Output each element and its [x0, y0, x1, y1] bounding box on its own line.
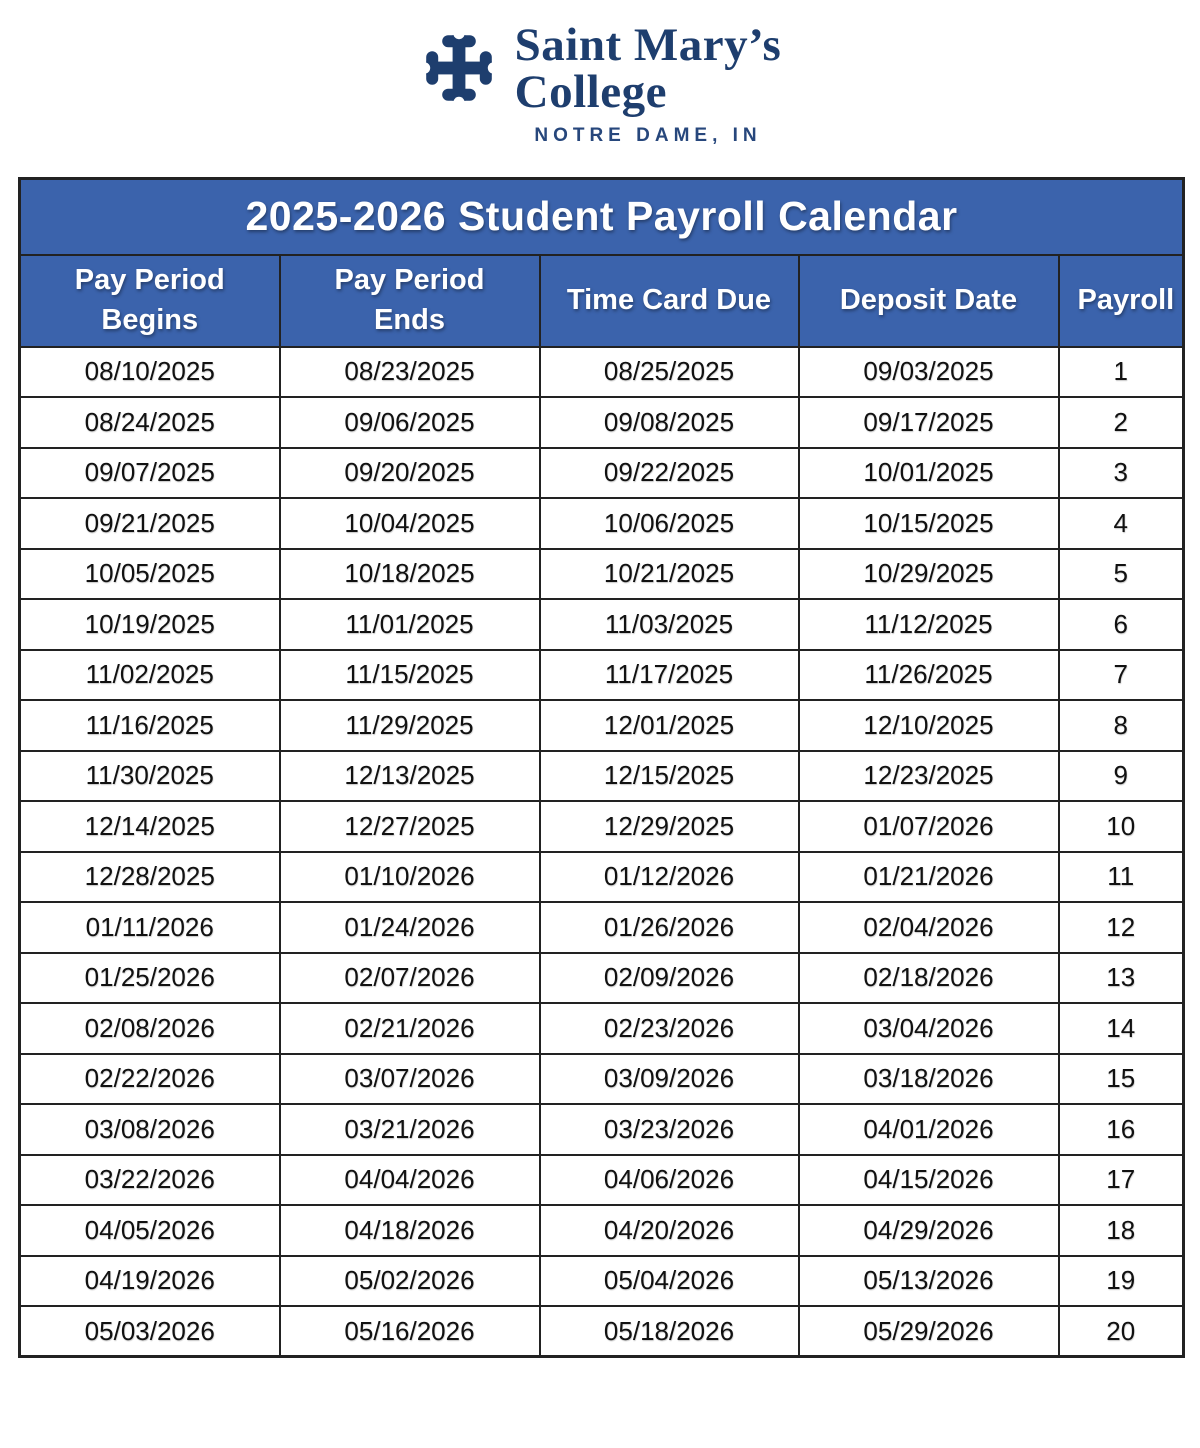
table-cell: 05/13/2026 — [799, 1256, 1059, 1307]
table-cell: 01/12/2026 — [540, 852, 799, 903]
table-row — [20, 1205, 1184, 1256]
college-name-line2: College — [514, 66, 667, 118]
table-cell: 01/11/2026 — [20, 902, 280, 953]
table-row — [20, 902, 1184, 953]
table-cell: 09/03/2025 — [799, 347, 1059, 398]
table-cell: 04/06/2026 — [540, 1155, 799, 1206]
table-cell: 12 — [1059, 902, 1184, 953]
table-cell: 12/01/2025 — [540, 700, 799, 751]
table-cell: 10/04/2025 — [280, 498, 540, 549]
table-cell: 08/23/2025 — [280, 347, 540, 398]
table-cell: 12/10/2025 — [799, 700, 1059, 751]
calendar-title: 2025-2026 Student Payroll Calendar — [20, 179, 1184, 255]
table-cell: 12/15/2025 — [540, 751, 799, 802]
table-cell: 03/04/2026 — [799, 1003, 1059, 1054]
table-cell: 04/04/2026 — [280, 1155, 540, 1206]
table-cell: 11/12/2025 — [799, 599, 1059, 650]
table-cell: 10/05/2025 — [20, 549, 280, 600]
table-cell: 4 — [1059, 498, 1184, 549]
table-row — [20, 498, 1184, 549]
table-cell: 04/19/2026 — [20, 1256, 280, 1307]
table-row — [20, 599, 1184, 650]
table-cell: 03/21/2026 — [280, 1104, 540, 1155]
table-cell: 02/09/2026 — [540, 953, 799, 1004]
table-cell: 11/26/2025 — [799, 650, 1059, 701]
table-row — [20, 549, 1184, 600]
table-cell: 11/01/2025 — [280, 599, 540, 650]
table-cell: 11 — [1059, 852, 1184, 903]
table-cell: 10/21/2025 — [540, 549, 799, 600]
table-cell: 01/10/2026 — [280, 852, 540, 903]
table-cell: 03/09/2026 — [540, 1054, 799, 1105]
table-cell: 16 — [1059, 1104, 1184, 1155]
table-cell: 7 — [1059, 650, 1184, 701]
table-row — [20, 1155, 1184, 1206]
table-cell: 08/24/2025 — [20, 397, 280, 448]
table-cell: 13 — [1059, 953, 1184, 1004]
table-row — [20, 1256, 1184, 1307]
table-cell: 01/24/2026 — [280, 902, 540, 953]
table-cell: 02/08/2026 — [20, 1003, 280, 1054]
table-cell: 05/29/2026 — [799, 1306, 1059, 1357]
table-cell: 01/07/2026 — [799, 801, 1059, 852]
table-cell: 09/07/2025 — [20, 448, 280, 499]
table-cell: 12/23/2025 — [799, 751, 1059, 802]
table-cell: 5 — [1059, 549, 1184, 600]
table-cell: 1 — [1059, 347, 1184, 398]
table-cell: 10/18/2025 — [280, 549, 540, 600]
table-cell: 11/29/2025 — [280, 700, 540, 751]
table-cell: 14 — [1059, 1003, 1184, 1054]
table-cell: 10/29/2025 — [799, 549, 1059, 600]
table-row — [20, 1104, 1184, 1155]
table-header-row — [20, 255, 1184, 347]
table-cell: 09/17/2025 — [799, 397, 1059, 448]
table-cell: 03/22/2026 — [20, 1155, 280, 1206]
table-cell: 09/08/2025 — [540, 397, 799, 448]
table-row — [20, 650, 1184, 701]
table-row — [20, 852, 1184, 903]
table-cell: 12/28/2025 — [20, 852, 280, 903]
table-cell: 04/29/2026 — [799, 1205, 1059, 1256]
table-cell: 11/30/2025 — [20, 751, 280, 802]
table-cell: 11/02/2025 — [20, 650, 280, 701]
payroll-calendar-table — [18, 177, 1185, 1358]
table-cell: 05/03/2026 — [20, 1306, 280, 1357]
table-cell: 03/23/2026 — [540, 1104, 799, 1155]
table-cell: 11/16/2025 — [20, 700, 280, 751]
table-cell: 02/07/2026 — [280, 953, 540, 1004]
table-cell: 09/21/2025 — [20, 498, 280, 549]
table-cell: 04/20/2026 — [540, 1205, 799, 1256]
column-header-payroll: Payroll — [1059, 255, 1184, 347]
column-header-pay-period-ends: Pay Period Ends — [280, 255, 540, 347]
table-row — [20, 347, 1184, 398]
letterhead — [0, 0, 1200, 147]
table-cell: 05/16/2026 — [280, 1306, 540, 1357]
table-cell: 8 — [1059, 700, 1184, 751]
payroll-table-body — [20, 347, 1184, 1357]
table-cell: 19 — [1059, 1256, 1184, 1307]
table-cell: 08/25/2025 — [540, 347, 799, 398]
table-cell: 04/01/2026 — [799, 1104, 1059, 1155]
table-cell: 3 — [1059, 448, 1184, 499]
table-cell: 2 — [1059, 397, 1184, 448]
table-cell: 03/08/2026 — [20, 1104, 280, 1155]
table-cell: 04/05/2026 — [20, 1205, 280, 1256]
table-cell: 01/25/2026 — [20, 953, 280, 1004]
table-cell: 02/04/2026 — [799, 902, 1059, 953]
table-row — [20, 751, 1184, 802]
table-cell: 10/01/2025 — [799, 448, 1059, 499]
college-location: NOTRE DAME, IN — [534, 125, 762, 146]
table-cell: 18 — [1059, 1205, 1184, 1256]
college-logo — [419, 19, 782, 147]
table-cell: 01/26/2026 — [540, 902, 799, 953]
table-cell: 03/07/2026 — [280, 1054, 540, 1105]
table-cell: 02/22/2026 — [20, 1054, 280, 1105]
table-cell: 09/20/2025 — [280, 448, 540, 499]
table-cell: 01/21/2026 — [799, 852, 1059, 903]
college-name-line1: Saint Mary’s — [514, 19, 782, 71]
table-row — [20, 1306, 1184, 1357]
table-cell: 05/18/2026 — [540, 1306, 799, 1357]
table-cell: 02/21/2026 — [280, 1003, 540, 1054]
table-cell: 05/02/2026 — [280, 1256, 540, 1307]
table-cell: 10/19/2025 — [20, 599, 280, 650]
table-cell: 20 — [1059, 1306, 1184, 1357]
table-cell: 12/14/2025 — [20, 801, 280, 852]
table-cell: 10 — [1059, 801, 1184, 852]
table-row — [20, 1054, 1184, 1105]
table-cell: 08/10/2025 — [20, 347, 280, 398]
table-cell: 12/13/2025 — [280, 751, 540, 802]
table-cell: 02/18/2026 — [799, 953, 1059, 1004]
table-row — [20, 397, 1184, 448]
table-cell: 02/23/2026 — [540, 1003, 799, 1054]
table-cell: 11/17/2025 — [540, 650, 799, 701]
table-cell: 09/22/2025 — [540, 448, 799, 499]
table-cell: 17 — [1059, 1155, 1184, 1206]
table-cell: 04/15/2026 — [799, 1155, 1059, 1206]
college-logo-text — [514, 19, 782, 147]
college-cross-icon — [419, 28, 499, 108]
column-header-deposit-date: Deposit Date — [799, 255, 1059, 347]
table-cell: 6 — [1059, 599, 1184, 650]
column-header-time-card-due: Time Card Due — [540, 255, 799, 347]
table-row — [20, 1003, 1184, 1054]
table-row — [20, 801, 1184, 852]
table-row — [20, 700, 1184, 751]
table-row — [20, 448, 1184, 499]
table-title-row — [20, 179, 1184, 255]
table-cell: 10/15/2025 — [799, 498, 1059, 549]
table-cell: 11/15/2025 — [280, 650, 540, 701]
table-cell: 11/03/2025 — [540, 599, 799, 650]
table-cell: 9 — [1059, 751, 1184, 802]
table-cell: 12/29/2025 — [540, 801, 799, 852]
table-cell: 10/06/2025 — [540, 498, 799, 549]
table-cell: 05/04/2026 — [540, 1256, 799, 1307]
table-row — [20, 953, 1184, 1004]
column-header-pay-period-begins: Pay Period Begins — [20, 255, 280, 347]
table-cell: 03/18/2026 — [799, 1054, 1059, 1105]
table-cell: 15 — [1059, 1054, 1184, 1105]
table-cell: 12/27/2025 — [280, 801, 540, 852]
table-cell: 09/06/2025 — [280, 397, 540, 448]
table-cell: 04/18/2026 — [280, 1205, 540, 1256]
